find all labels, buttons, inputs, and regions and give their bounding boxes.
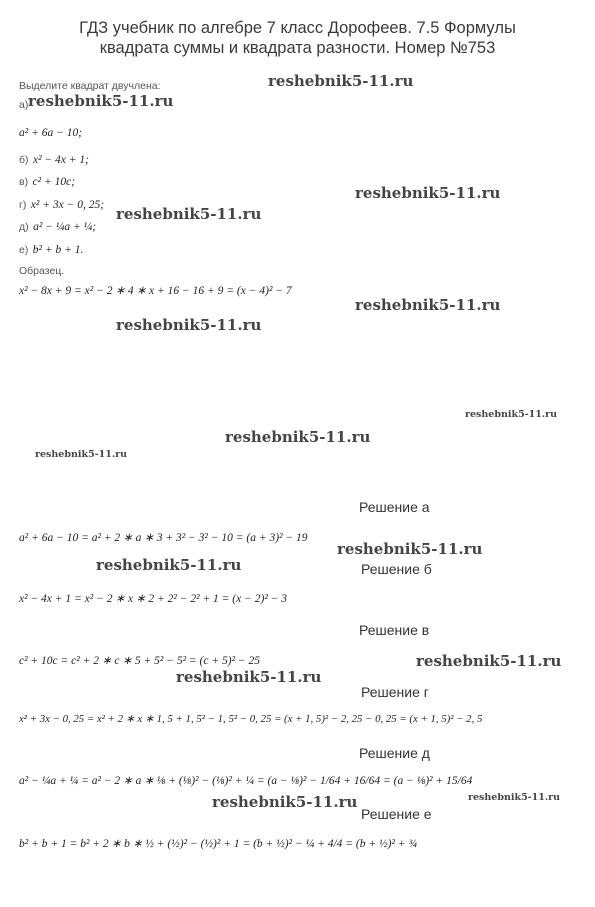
watermark: reshebnik5-11.ru <box>416 652 562 670</box>
solution-b-title: Решение б <box>361 561 432 577</box>
watermark: reshebnik5-11.ru <box>468 792 561 803</box>
task-d-row <box>19 217 96 235</box>
watermark: reshebnik5-11.ru <box>337 540 483 558</box>
task-v: c² + 10c; <box>32 176 76 188</box>
solution-e: b² + b + 1 = b² + 2 ∗ b ∗ ½ + (½)² − (½)² + 1 = (b + ½)² − ¼ + 4/4 = (b + ½)² + ¾ <box>19 838 418 850</box>
task-label-a: а) <box>19 99 29 111</box>
watermark: reshebnik5-11.ru <box>465 409 558 420</box>
watermark: reshebnik5-11.ru <box>28 92 174 110</box>
task-g-row <box>19 195 104 213</box>
watermark: reshebnik5-11.ru <box>225 428 371 446</box>
solution-a-title: Решение а <box>359 499 430 515</box>
watermark: reshebnik5-11.ru <box>35 449 128 460</box>
title-line-2: квадрата суммы и квадрата разности. Номер №753 <box>99 39 496 57</box>
watermark: reshebnik5-11.ru <box>355 184 501 202</box>
task-b-row <box>19 150 89 168</box>
task-intro: Выделите квадрат двучлена: <box>19 80 161 92</box>
task-e: b² + b + 1. <box>32 244 84 256</box>
watermark: reshebnik5-11.ru <box>116 316 262 334</box>
task-label-g: г) <box>19 199 27 211</box>
task-label-v: в) <box>19 176 29 188</box>
watermark: reshebnik5-11.ru <box>96 556 242 574</box>
solution-a: a² + 6a − 10 = a² + 2 ∗ a ∗ 3 + 3² − 3² − 10 = (a + 3)² − 19 <box>19 532 308 544</box>
task-b: x² − 4x + 1; <box>32 154 89 166</box>
title-line-1: ГДЗ учебник по алгебре 7 класс Дорофеев. 7.5 Формулы <box>79 19 516 37</box>
watermark: reshebnik5-11.ru <box>355 296 501 314</box>
watermark: reshebnik5-11.ru <box>212 793 358 811</box>
solution-b: x² − 4x + 1 = x² − 2 ∗ x ∗ 2 + 2² − 2² + 1 = (x − 2)² − 3 <box>19 593 288 605</box>
task-label-b: б) <box>19 154 29 166</box>
task-label-d: д) <box>19 221 29 233</box>
task-e-row <box>19 240 83 258</box>
task-v-row <box>19 172 75 190</box>
task-label-e: е) <box>19 244 29 256</box>
solution-d-title: Решение д <box>359 745 430 761</box>
task-d: a² − ¼a + ¼; <box>33 221 97 233</box>
solution-g: x² + 3x − 0, 25 = x² + 2 ∗ x ∗ 1, 5 + 1, 5² − 1, 5² − 0, 25 = (x + 1, 5)² − 2, 25 − 0, 25 = (x + 1, 5)² − 2, 5 <box>19 713 483 725</box>
page-title <box>0 18 595 58</box>
solution-d: a² − ¼a + ¼ = a² − 2 ∗ a ∗ ⅛ + (⅛)² − (⅛)² + ¼ = (a − ⅛)² − 1/64 + 16/64 = (a − ⅛)² + 15/64 <box>19 775 473 787</box>
watermark: reshebnik5-11.ru <box>176 668 322 686</box>
solution-e-title: Решение е <box>361 806 432 822</box>
watermark: reshebnik5-11.ru <box>116 205 262 223</box>
solution-v: c² + 10c = c² + 2 ∗ c ∗ 5 + 5² − 5² = (c + 5)² − 25 <box>19 655 261 667</box>
sample-label: Образец. <box>19 265 65 277</box>
solution-v-title: Решение в <box>359 622 430 638</box>
watermark: reshebnik5-11.ru <box>268 72 414 90</box>
solution-g-title: Решение г <box>361 684 429 700</box>
task-g: x² + 3x − 0, 25; <box>30 199 105 211</box>
task-a: a² + 6a − 10; <box>19 127 83 139</box>
sample-formula: x² − 8x + 9 = x² − 2 ∗ 4 ∗ x + 16 − 16 + 9 = (x − 4)² − 7 <box>19 285 292 297</box>
